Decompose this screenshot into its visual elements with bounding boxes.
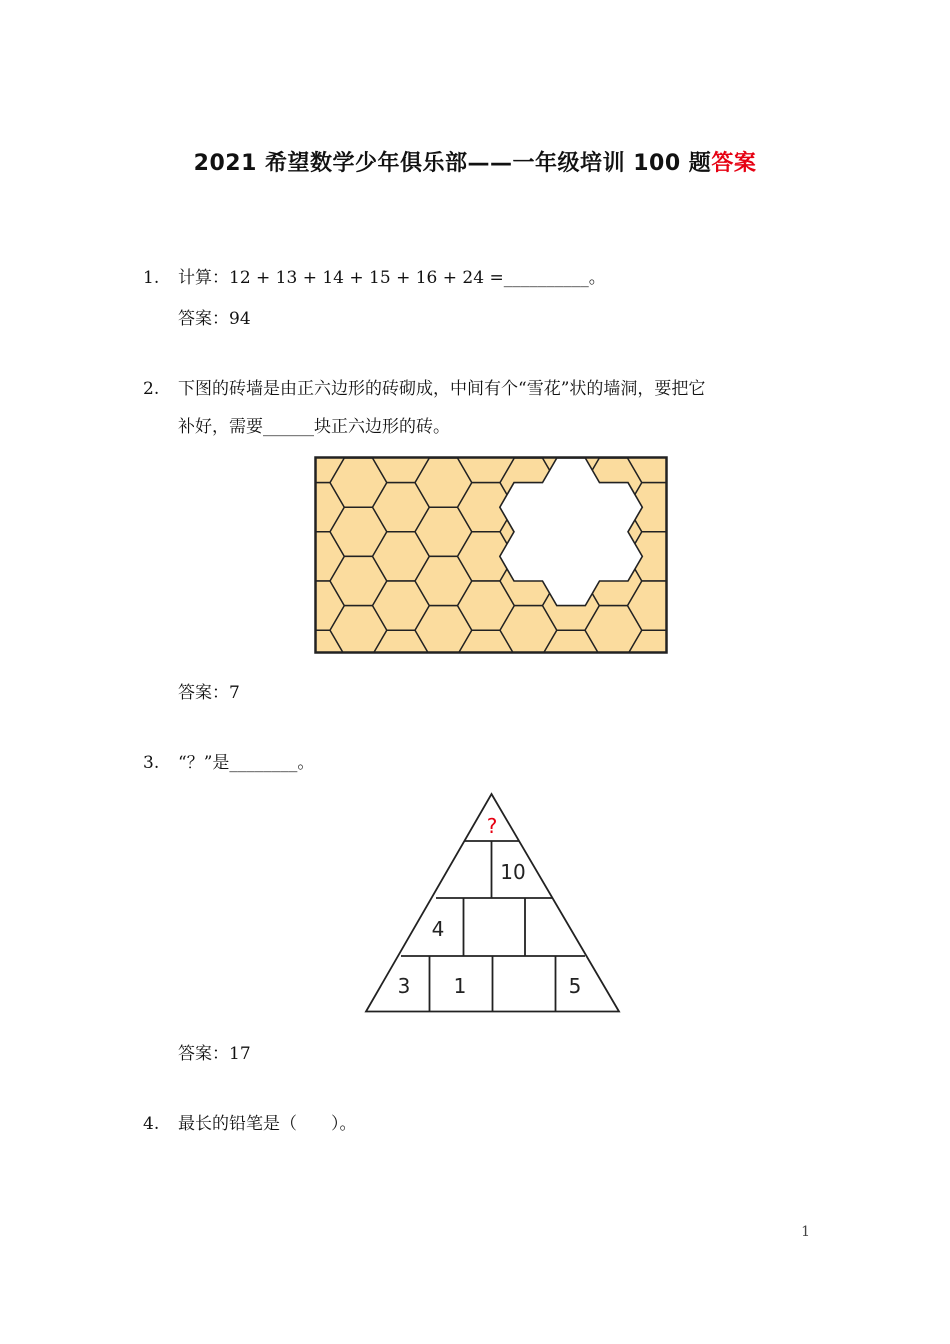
question-text-line1: 下图的砖墙是由正六边形的砖砌成，中间有个“雪花”状的墙洞，要把它 <box>178 379 706 399</box>
question-4 <box>143 1107 357 1141</box>
question-number: 2. <box>143 379 160 399</box>
question-2-line2: 补好，需要______块正六边形的砖。 <box>178 417 450 437</box>
page-number: 1 <box>801 1224 810 1240</box>
answer-2: 答案：7 <box>178 683 240 703</box>
question-number: 1. <box>143 268 160 288</box>
pyramid-cell-4-2: 1 <box>453 974 467 998</box>
question-text: 最长的铅笔是（ ）。 <box>178 1114 357 1134</box>
pyramid-cell-2-2: 10 <box>500 860 526 884</box>
question-3 <box>143 746 314 780</box>
question-2 <box>143 372 705 406</box>
question-number: 4. <box>143 1114 160 1134</box>
number-pyramid-figure <box>360 790 626 1016</box>
hexagon-wall-figure <box>314 456 668 654</box>
pyramid-question-mark: ? <box>486 814 498 838</box>
title-accent: 答案 <box>711 151 757 176</box>
pyramid-cell-4-4: 5 <box>568 974 582 998</box>
title-main: 2021 希望数学少年俱乐部——一年级培训 100 题 <box>193 151 712 176</box>
answer-1: 答案：94 <box>178 309 251 329</box>
answer-3: 答案：17 <box>178 1044 251 1064</box>
page-title <box>0 146 950 177</box>
question-text: 计算：12 + 13 + 14 + 15 + 16 + 24 =__________。 <box>178 268 606 288</box>
question-1 <box>143 261 606 295</box>
pyramid-cell-4-1: 3 <box>397 974 411 998</box>
question-text: “？”是________。 <box>178 753 315 773</box>
question-number: 3. <box>143 753 160 773</box>
pyramid-cell-3-1: 4 <box>431 917 445 941</box>
